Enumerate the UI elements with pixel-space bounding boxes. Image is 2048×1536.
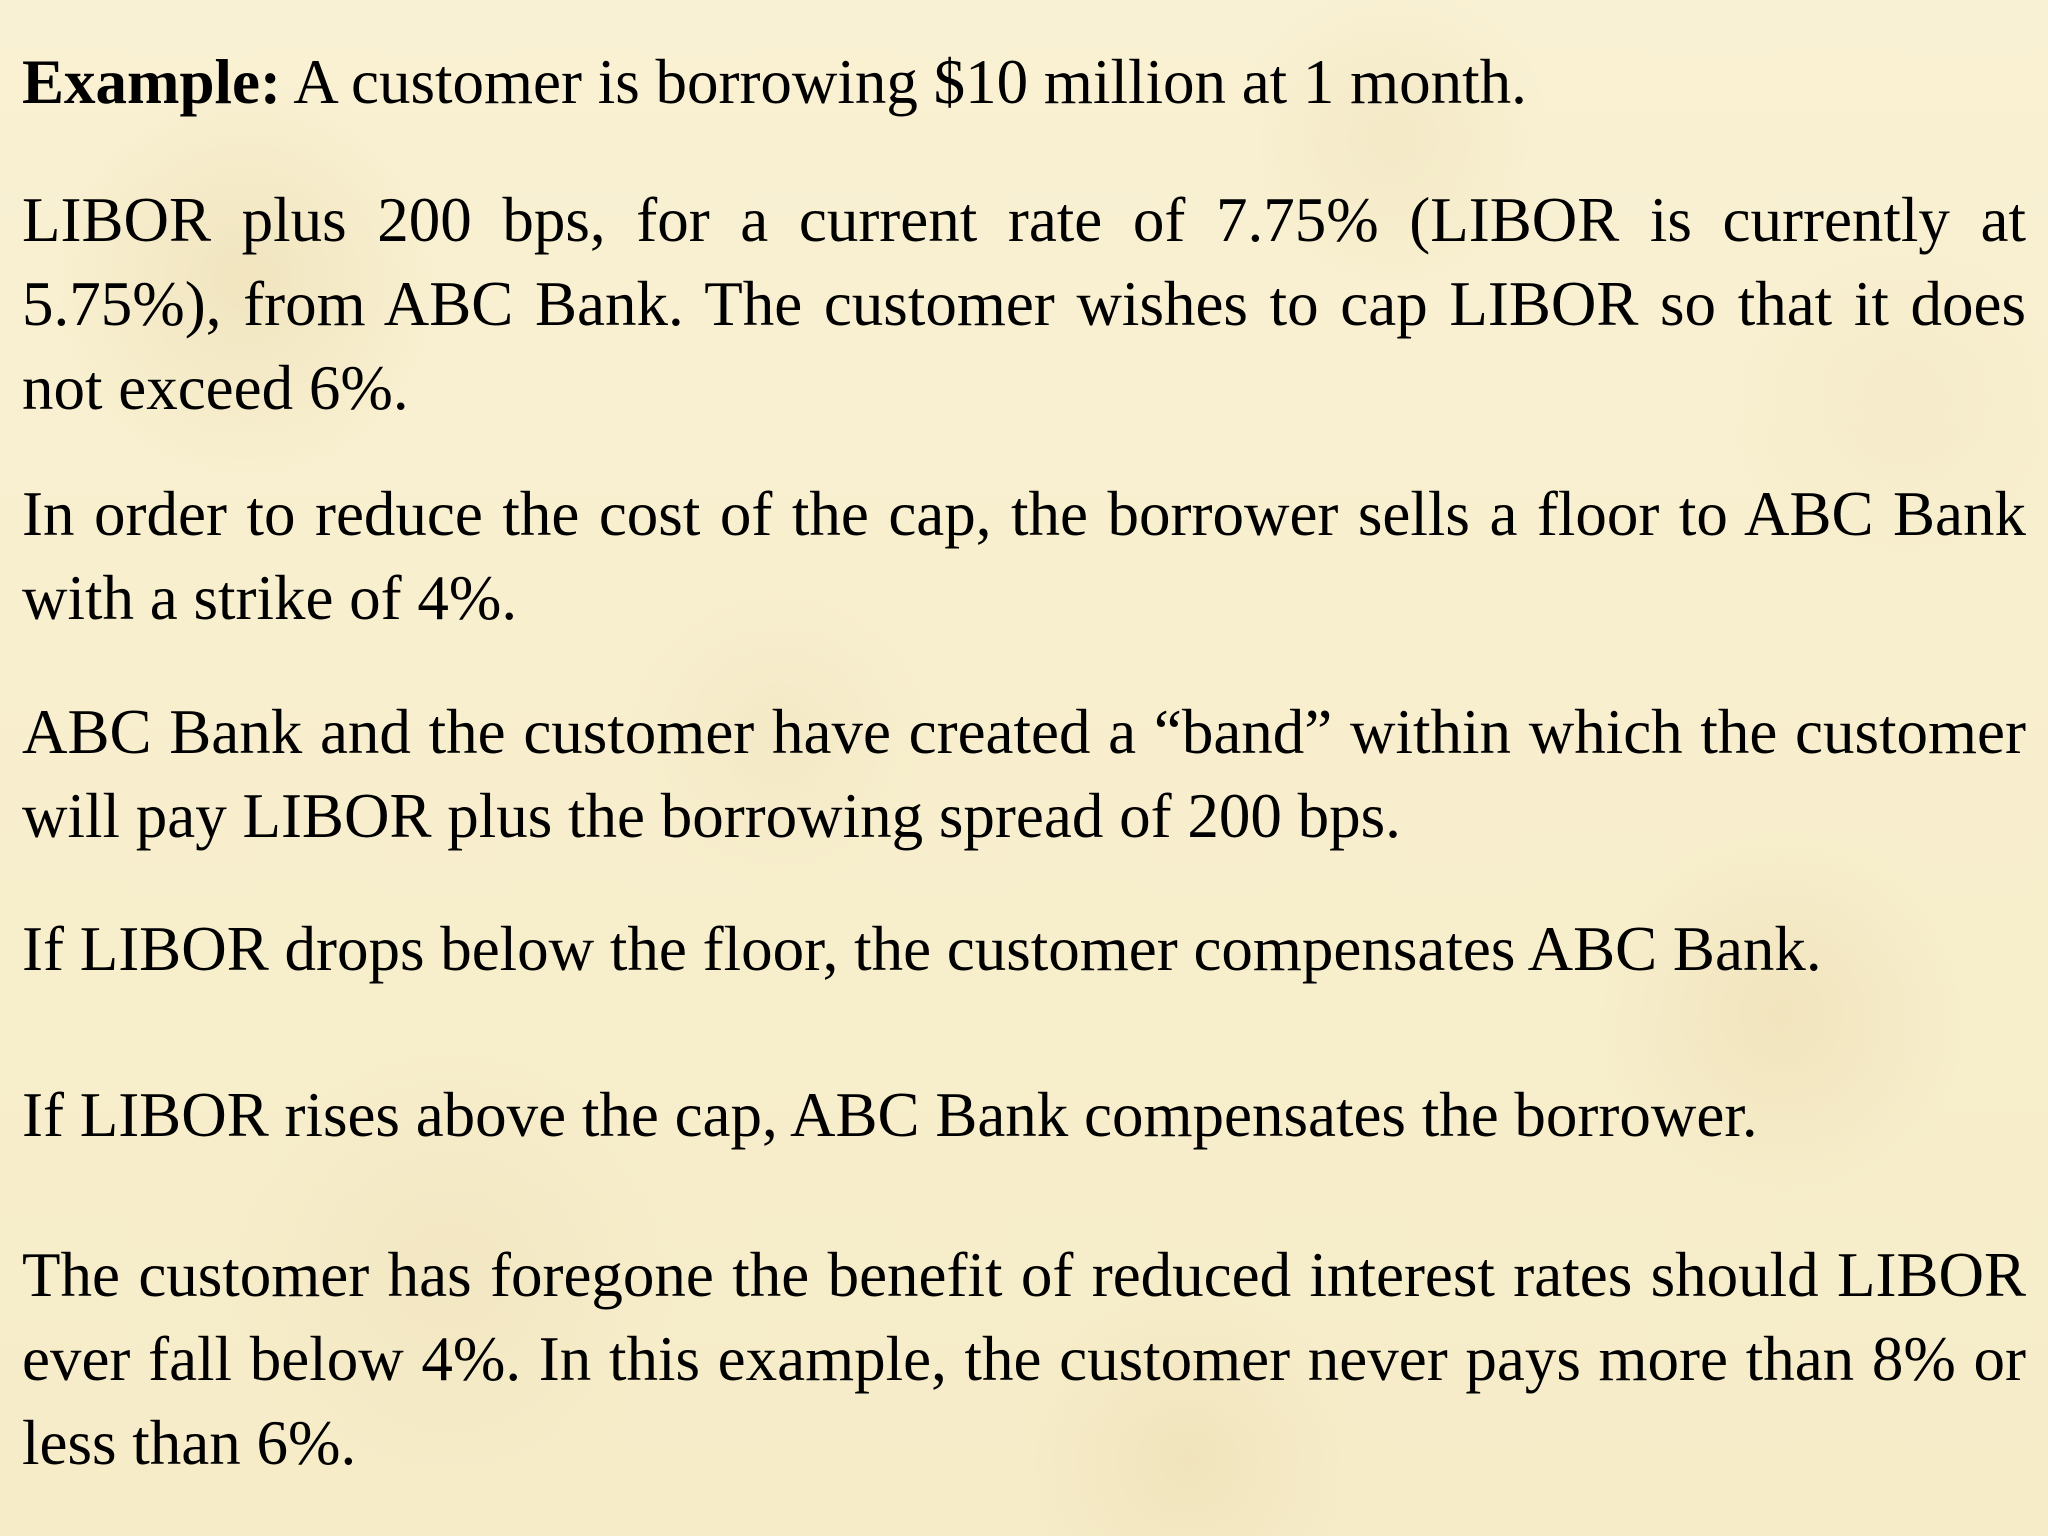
floor-paragraph: In order to reduce the cost of the cap, the borrower sells a floor to ABC Bank with a strike of 4%.	[22, 479, 2026, 633]
example-text: A customer is borrowing $10 million at 1 month.	[280, 47, 1527, 117]
rate-paragraph: LIBOR plus 200 bps, for a current rate of 7.75% (LIBOR is currently at 5.75%), from ABC Bank. The customer wishes to cap LIBOR so that it does not exceed 6%.	[22, 185, 2026, 423]
band-paragraph: ABC Bank and the customer have created a “band” within which the customer will pay LIBOR plus the borrowing spread of 200 bps.	[22, 697, 2026, 851]
conclusion-paragraph: The customer has foregone the benefit of reduced interest rates should LIBOR ever fall below 4%. In this example, the customer never pays more than 8% or less than 6%.	[22, 1240, 2026, 1478]
libor-below-floor-paragraph: If LIBOR drops below the floor, the customer compensates ABC Bank.	[22, 914, 1822, 984]
example-label: Example:	[22, 47, 281, 117]
libor-above-cap-paragraph: If LIBOR rises above the cap, ABC Bank compensates the borrower.	[22, 1080, 1758, 1150]
example-paragraph	[22, 40, 2026, 124]
